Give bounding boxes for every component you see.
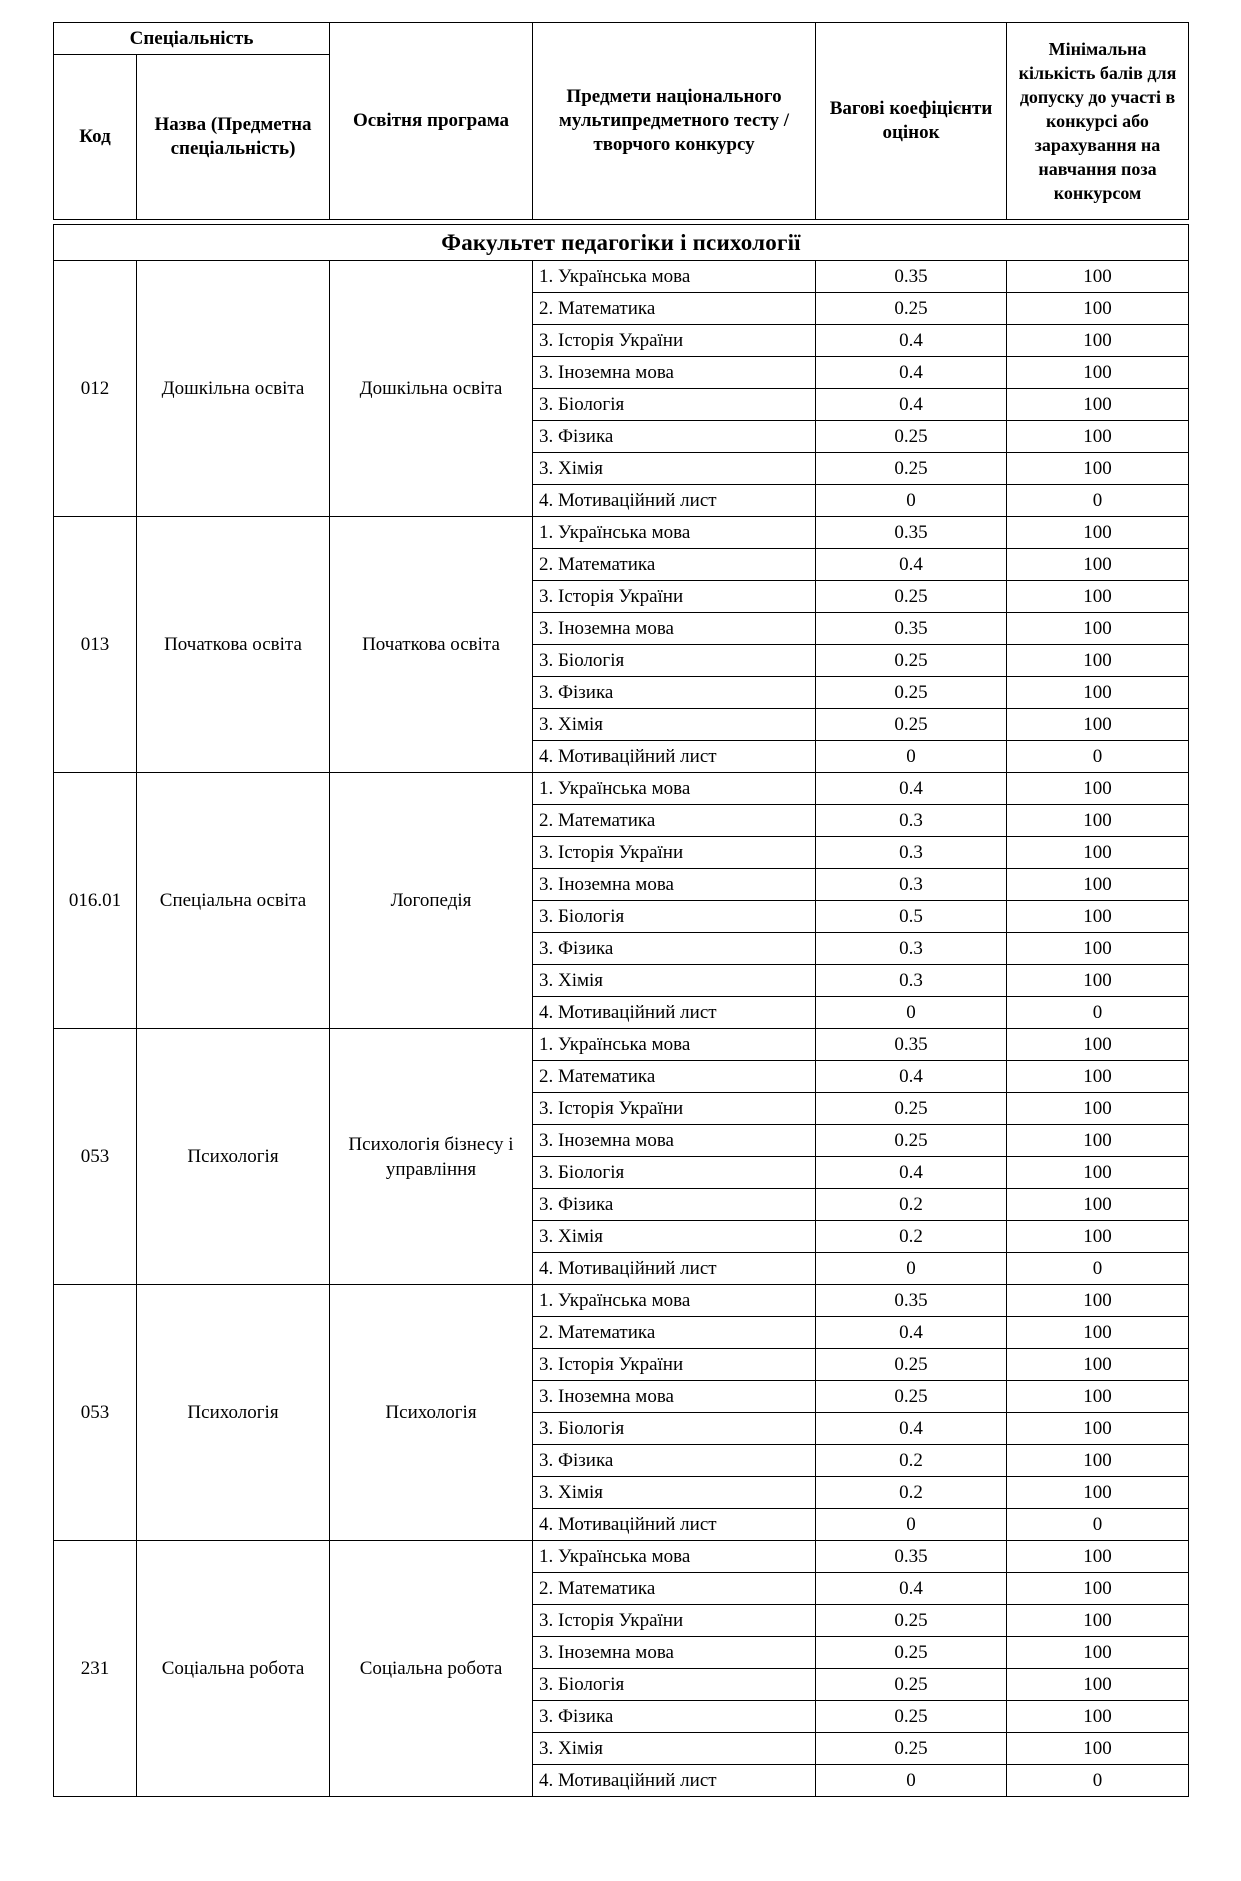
table-row <box>54 773 1189 805</box>
min-score-cell: 100 <box>1007 1701 1189 1733</box>
subject-cell: 3. Історія України <box>533 1349 816 1381</box>
min-score-cell: 100 <box>1007 1381 1189 1413</box>
min-score-cell: 100 <box>1007 1477 1189 1509</box>
subject-cell: 1. Українська мова <box>533 1541 816 1573</box>
weight-cell: 0 <box>816 997 1007 1029</box>
subject-cell: 3. Біологія <box>533 1669 816 1701</box>
weight-cell: 0 <box>816 1765 1007 1797</box>
weight-cell: 0.25 <box>816 1093 1007 1125</box>
min-score-cell: 100 <box>1007 1733 1189 1765</box>
subject-cell: 1. Українська мова <box>533 1285 816 1317</box>
min-score-cell: 100 <box>1007 869 1189 901</box>
weight-cell: 0.25 <box>816 677 1007 709</box>
weight-cell: 0.4 <box>816 357 1007 389</box>
min-score-cell: 100 <box>1007 1413 1189 1445</box>
faculty-title: Факультет педагогіки і психології <box>54 225 1189 261</box>
education-program: Соціальна робота <box>330 1541 533 1797</box>
table-row <box>54 1029 1189 1061</box>
subject-cell: 1. Українська мова <box>533 773 816 805</box>
weight-cell: 0 <box>816 485 1007 517</box>
subject-cell: 3. Фізика <box>533 421 816 453</box>
subject-cell: 3. Біологія <box>533 1157 816 1189</box>
weight-cell: 0.4 <box>816 389 1007 421</box>
specialty-code: 016.01 <box>54 773 137 1029</box>
weight-cell: 0.3 <box>816 965 1007 997</box>
subject-cell: 1. Українська мова <box>533 1029 816 1061</box>
subject-cell: 3. Фізика <box>533 677 816 709</box>
min-score-cell: 100 <box>1007 933 1189 965</box>
min-score-cell: 0 <box>1007 1509 1189 1541</box>
min-score-cell: 100 <box>1007 677 1189 709</box>
subject-cell: 2. Математика <box>533 1317 816 1349</box>
weight-cell: 0.4 <box>816 1157 1007 1189</box>
table-row <box>54 261 1189 293</box>
weight-cell: 0.25 <box>816 1349 1007 1381</box>
specialty-name: Соціальна робота <box>137 1541 330 1797</box>
min-score-cell: 100 <box>1007 709 1189 741</box>
subject-cell: 1. Українська мова <box>533 517 816 549</box>
weight-cell: 0.3 <box>816 869 1007 901</box>
weight-cell: 0.25 <box>816 1381 1007 1413</box>
min-score-cell: 100 <box>1007 837 1189 869</box>
education-program: Початкова освіта <box>330 517 533 773</box>
subject-cell: 3. Історія України <box>533 581 816 613</box>
weight-cell: 0.25 <box>816 645 1007 677</box>
weight-cell: 0.3 <box>816 805 1007 837</box>
min-score-cell: 100 <box>1007 1637 1189 1669</box>
subject-cell: 3. Біологія <box>533 901 816 933</box>
education-program: Психологія <box>330 1285 533 1541</box>
min-score-cell: 100 <box>1007 1349 1189 1381</box>
min-score-cell: 100 <box>1007 1061 1189 1093</box>
subject-cell: 3. Іноземна мова <box>533 1637 816 1669</box>
weight-cell: 0.3 <box>816 837 1007 869</box>
header-min-score: Мінімальна кількість балів для допуску до участі в конкурсі або зарахування на навчання поза конкурсом <box>1007 23 1189 220</box>
subject-cell: 4. Мотиваційний лист <box>533 1509 816 1541</box>
specialty-code: 053 <box>54 1029 137 1285</box>
weight-cell: 0 <box>816 1253 1007 1285</box>
min-score-cell: 100 <box>1007 1157 1189 1189</box>
subject-cell: 4. Мотиваційний лист <box>533 741 816 773</box>
min-score-cell: 100 <box>1007 613 1189 645</box>
table-header <box>53 22 1189 220</box>
min-score-cell: 100 <box>1007 549 1189 581</box>
min-score-cell: 100 <box>1007 389 1189 421</box>
min-score-cell: 100 <box>1007 261 1189 293</box>
weight-cell: 0.35 <box>816 261 1007 293</box>
subject-cell: 2. Математика <box>533 549 816 581</box>
min-score-cell: 100 <box>1007 645 1189 677</box>
weight-cell: 0.25 <box>816 421 1007 453</box>
weight-cell: 0.4 <box>816 1061 1007 1093</box>
specialty-name: Початкова освіта <box>137 517 330 773</box>
subject-cell: 4. Мотиваційний лист <box>533 1765 816 1797</box>
specialty-name: Спеціальна освіта <box>137 773 330 1029</box>
min-score-cell: 100 <box>1007 1125 1189 1157</box>
specialty-code: 013 <box>54 517 137 773</box>
min-score-cell: 100 <box>1007 1541 1189 1573</box>
subject-cell: 3. Фізика <box>533 1189 816 1221</box>
min-score-cell: 100 <box>1007 453 1189 485</box>
weight-cell: 0.2 <box>816 1221 1007 1253</box>
subject-cell: 3. Біологія <box>533 389 816 421</box>
specialty-code: 012 <box>54 261 137 517</box>
min-score-cell: 100 <box>1007 581 1189 613</box>
weight-cell: 0.4 <box>816 773 1007 805</box>
table-row <box>54 517 1189 549</box>
weight-cell: 0.2 <box>816 1477 1007 1509</box>
subject-cell: 2. Математика <box>533 293 816 325</box>
weight-cell: 0.4 <box>816 549 1007 581</box>
weight-cell: 0.25 <box>816 453 1007 485</box>
min-score-cell: 100 <box>1007 1029 1189 1061</box>
header-weights: Вагові коефіцієнти оцінок <box>816 23 1007 220</box>
education-program: Психологія бізнесу і управління <box>330 1029 533 1285</box>
subject-cell: 3. Хімія <box>533 965 816 997</box>
header-subjects: Предмети національного мультипредметного тесту / творчого конкурсу <box>533 23 816 220</box>
subject-cell: 3. Біологія <box>533 645 816 677</box>
weight-cell: 0.3 <box>816 933 1007 965</box>
weight-cell: 0.25 <box>816 581 1007 613</box>
min-score-cell: 0 <box>1007 997 1189 1029</box>
min-score-cell: 100 <box>1007 1093 1189 1125</box>
weight-cell: 0.35 <box>816 613 1007 645</box>
subject-cell: 4. Мотиваційний лист <box>533 485 816 517</box>
weight-cell: 0.25 <box>816 1669 1007 1701</box>
min-score-cell: 100 <box>1007 773 1189 805</box>
table-row <box>54 1285 1189 1317</box>
subject-cell: 3. Хімія <box>533 709 816 741</box>
subject-cell: 3. Історія України <box>533 837 816 869</box>
weight-cell: 0.25 <box>816 1605 1007 1637</box>
min-score-cell: 0 <box>1007 1765 1189 1797</box>
subject-cell: 3. Історія України <box>533 1605 816 1637</box>
subject-cell: 2. Математика <box>533 1573 816 1605</box>
header-program: Освітня програма <box>330 23 533 220</box>
min-score-cell: 100 <box>1007 325 1189 357</box>
min-score-cell: 100 <box>1007 1317 1189 1349</box>
weight-cell: 0.35 <box>816 1029 1007 1061</box>
weight-cell: 0.5 <box>816 901 1007 933</box>
weight-cell: 0.25 <box>816 1637 1007 1669</box>
subject-cell: 4. Мотиваційний лист <box>533 1253 816 1285</box>
min-score-cell: 100 <box>1007 805 1189 837</box>
subject-cell: 3. Іноземна мова <box>533 869 816 901</box>
min-score-cell: 100 <box>1007 1285 1189 1317</box>
header-name: Назва (Предметна спеціальність) <box>137 55 330 220</box>
weight-cell: 0.4 <box>816 1317 1007 1349</box>
subject-cell: 3. Іноземна мова <box>533 1381 816 1413</box>
min-score-cell: 100 <box>1007 293 1189 325</box>
subject-cell: 3. Фізика <box>533 1445 816 1477</box>
min-score-cell: 0 <box>1007 485 1189 517</box>
weight-cell: 0.35 <box>816 517 1007 549</box>
min-score-cell: 100 <box>1007 1669 1189 1701</box>
min-score-cell: 100 <box>1007 1221 1189 1253</box>
education-program: Дошкільна освіта <box>330 261 533 517</box>
subject-cell: 3. Історія України <box>533 325 816 357</box>
min-score-cell: 100 <box>1007 1573 1189 1605</box>
subject-cell: 3. Іноземна мова <box>533 357 816 389</box>
subject-cell: 3. Історія України <box>533 1093 816 1125</box>
weight-cell: 0.4 <box>816 1413 1007 1445</box>
min-score-cell: 100 <box>1007 1605 1189 1637</box>
specialty-name: Дошкільна освіта <box>137 261 330 517</box>
weight-cell: 0 <box>816 1509 1007 1541</box>
table-row <box>54 1541 1189 1573</box>
subject-cell: 3. Хімія <box>533 453 816 485</box>
min-score-cell: 0 <box>1007 1253 1189 1285</box>
weight-cell: 0.2 <box>816 1189 1007 1221</box>
weight-cell: 0.25 <box>816 293 1007 325</box>
subject-cell: 1. Українська мова <box>533 261 816 293</box>
weight-cell: 0.25 <box>816 1733 1007 1765</box>
subject-cell: 3. Біологія <box>533 1413 816 1445</box>
min-score-cell: 100 <box>1007 517 1189 549</box>
header-specialty: Спеціальність <box>54 23 330 55</box>
weight-cell: 0.25 <box>816 709 1007 741</box>
min-score-cell: 100 <box>1007 965 1189 997</box>
weight-cell: 0.35 <box>816 1541 1007 1573</box>
subject-cell: 3. Хімія <box>533 1221 816 1253</box>
subject-cell: 3. Хімія <box>533 1477 816 1509</box>
admission-requirements-document <box>53 22 1188 1797</box>
weight-cell: 0.4 <box>816 325 1007 357</box>
weight-cell: 0.25 <box>816 1701 1007 1733</box>
table-body <box>53 224 1189 1797</box>
subject-cell: 3. Іноземна мова <box>533 613 816 645</box>
min-score-cell: 100 <box>1007 357 1189 389</box>
min-score-cell: 100 <box>1007 1189 1189 1221</box>
subject-cell: 3. Іноземна мова <box>533 1125 816 1157</box>
weight-cell: 0 <box>816 741 1007 773</box>
subject-cell: 3. Фізика <box>533 1701 816 1733</box>
min-score-cell: 100 <box>1007 421 1189 453</box>
weight-cell: 0.4 <box>816 1573 1007 1605</box>
subject-cell: 3. Фізика <box>533 933 816 965</box>
specialty-name: Психологія <box>137 1285 330 1541</box>
min-score-cell: 100 <box>1007 901 1189 933</box>
specialty-code: 231 <box>54 1541 137 1797</box>
min-score-cell: 0 <box>1007 741 1189 773</box>
specialty-name: Психологія <box>137 1029 330 1285</box>
subject-cell: 2. Математика <box>533 1061 816 1093</box>
weight-cell: 0.2 <box>816 1445 1007 1477</box>
weight-cell: 0.25 <box>816 1125 1007 1157</box>
subject-cell: 3. Хімія <box>533 1733 816 1765</box>
weight-cell: 0.35 <box>816 1285 1007 1317</box>
subject-cell: 4. Мотиваційний лист <box>533 997 816 1029</box>
min-score-cell: 100 <box>1007 1445 1189 1477</box>
education-program: Логопедія <box>330 773 533 1029</box>
header-code: Код <box>54 55 137 220</box>
subject-cell: 2. Математика <box>533 805 816 837</box>
specialty-code: 053 <box>54 1285 137 1541</box>
